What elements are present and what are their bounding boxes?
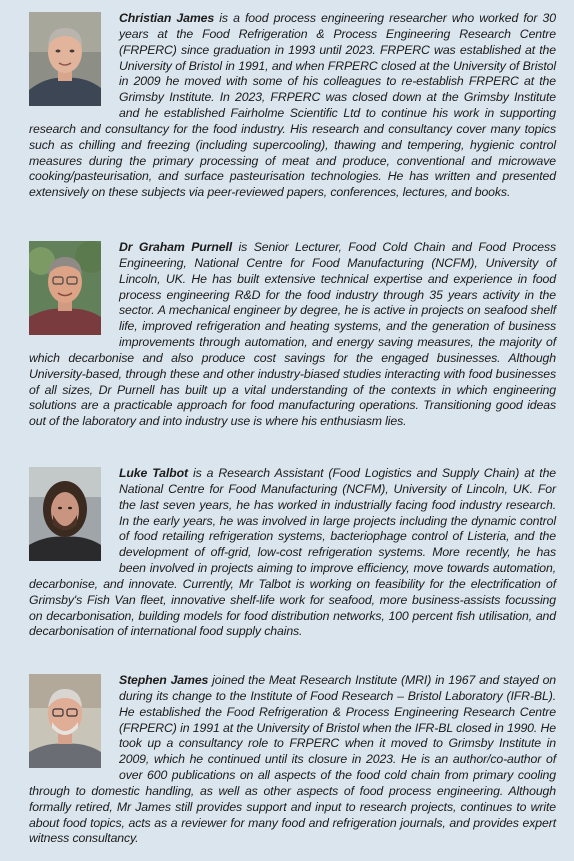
bio-christian-james [29, 11, 556, 201]
bio-text: is Senior Lecturer, Food Cold Chain and Food Process Engineering, National Centre for Food Manufacturing (NCFM), University of Lincoln, UK. He has built extensive technical expertise and experience in food process engineering R&D for the food industry through 35 years activity in the sector. A mechanical engineer by degree, he is active in projects on seafood shelf life, improved refrigeration and heating systems, and the generation of business improvements through automation, and energy saving measures, the majority of which decarbonise and also produce cost savings for the engaged businesses. Although University-based, through these and other industry-biased studies interacting with food businesses of all sizes, Dr Purnell has built up a vital understanding of the contexts in which engineering solutions are a practicable approach for food manufacturing operations. Transitioning good ideas out of the laboratory and into industry use is where his enthusiasm lies. [29, 240, 557, 429]
portrait-photo [29, 241, 101, 335]
bio-luke-talbot [29, 466, 556, 640]
author-name: Dr Graham Purnell [119, 240, 233, 254]
portrait-photo [29, 674, 101, 768]
bio-text: joined the Meat Research Institute (MRI) in 1967 and stayed on during its change to the Institute of Food Research – Bristol Laboratory (IFR-BL). He established the Food Refrigeration & Process Engineering Research Centre (FRPERC) in 1991 at the University of Bristol when the IFR-BL closed in 1990. He took up a consultancy role to FRPERC when it moved to Grimsby Institute in 2009, which he continued until its closure in 2023. He is an author/co-author of over 600 publications on all aspects of the food cold chain from primary cooling through to domestic handling, as well as other aspects of food process engineering. Although formally retired, Mr James still provides support and input to research projects, continues to write about food topics, acts as a reviewer for many food and refrigeration journals, and provides expert witness consultancy. [29, 673, 557, 846]
author-name: Luke Talbot [119, 466, 188, 480]
portrait-photo [29, 12, 101, 106]
bio-text: is a food process engineering researcher who worked for 30 years at the Food Refrigeration & Process Engineering Research Centre (FRPERC) since graduation in 1993 until 2023. FRPERC was established at the University of Bristol in 1991, and when FRPERC closed at the University of Bristol in 2009 he moved with some of his colleagues to re-establish FRPERC at the Grimsby Institute. In 2023, FRPERC was closed down at the Grimsby Institute and he established Fairholme Scientific Ltd to continue his work in supporting research and consultancy for the food industry. His research and consultancy cover many topics such as chilling and freezing (including supercooling), thawing and tempering, hygienic control measures during the primary processing of meat and produce, conventional and microwave cooking/pasteurisation, and surface pasteurisation technologies. He has written and presented extensively on these subjects via peer-reviewed papers, conferences, lectures, and books. [29, 11, 556, 200]
bio-stephen-james [29, 673, 556, 847]
portrait-photo [29, 467, 101, 561]
bio-text: is a Research Assistant (Food Logistics and Supply Chain) at the National Centre for Food Manufacturing (NCFM), University of Lincoln, UK. For the last seven years, he has worked in industrially facing food industry research. In the early years, he was involved in large projects including the dynamic control of food retailing refrigeration systems, bacteriophage control of Listeria, and the development of off-grid, low-cost refrigeration systems. More recently, he has been involved in projects aiming to improve efficiency, move towards automation, decarbonise, and innovate. Currently, Mr Talbot is working on feasibility for the electrification of Grimsby's Fish Van fleet, innovative shelf-life work for seafood, more business-assists focussing on decarbonisation, building models for food distribution networks, 100 percent fish utilisation, and decarbonisation of international food supply chains. [29, 466, 557, 639]
author-name: Stephen James [119, 673, 209, 687]
bio-graham-purnell [29, 240, 556, 430]
author-name: Christian James [119, 11, 215, 25]
